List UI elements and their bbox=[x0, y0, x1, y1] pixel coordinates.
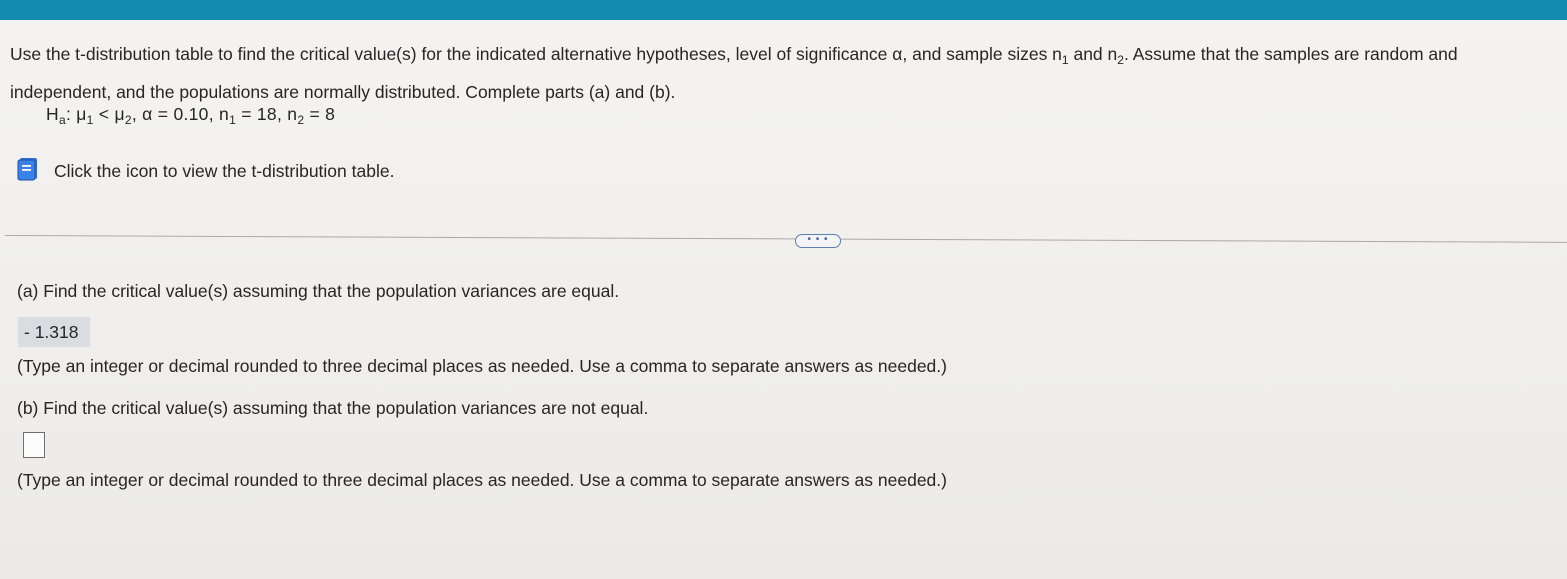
subscript-2: 2 bbox=[1117, 53, 1124, 67]
alpha-value: , α = 0.10, n bbox=[131, 104, 230, 124]
book-icon-graphic bbox=[17, 157, 39, 181]
n2-value: = 8 bbox=[304, 104, 336, 124]
subscript-1: 1 bbox=[1061, 53, 1069, 67]
hypothesis-h: H bbox=[46, 104, 59, 124]
instructions-text-2: and n bbox=[1068, 44, 1118, 64]
part-a-hint: (Type an integer or decimal rounded to three decimal places as needed. Use a comma to separate answers as needed.) bbox=[17, 356, 947, 376]
mu1-subscript: 1 bbox=[86, 113, 94, 127]
n1-subscript: 1 bbox=[229, 113, 237, 127]
t-table-link[interactable]: Click the icon to view the t-distribution table. bbox=[54, 161, 395, 181]
hypothesis-mu1: : μ bbox=[65, 104, 87, 124]
hypothesis-a-subscript: a bbox=[58, 113, 66, 127]
mu2-subscript: 2 bbox=[124, 113, 132, 127]
top-header-bar bbox=[0, 0, 1567, 20]
part-a-answer-input[interactable]: - 1.318 bbox=[18, 317, 90, 347]
book-icon[interactable] bbox=[17, 157, 39, 181]
hypothesis-lt: < μ bbox=[93, 104, 125, 124]
alternative-hypothesis bbox=[46, 104, 335, 127]
part-b-answer-input[interactable] bbox=[23, 432, 45, 458]
part-b-hint: (Type an integer or decimal rounded to three decimal places as needed. Use a comma to separate answers as needed.) bbox=[17, 470, 947, 490]
instructions-text-3: . Assume that the samples are random and independent, and the populations are normally distributed. Complete parts (a) and (b). bbox=[10, 44, 1458, 102]
part-b-question: (b) Find the critical value(s) assuming that the population variances are not equal. bbox=[17, 398, 649, 418]
n2-subscript: 2 bbox=[297, 113, 305, 127]
expand-more-button[interactable]: • • • bbox=[795, 234, 841, 248]
problem-instructions bbox=[10, 38, 1558, 108]
instructions-text-1: Use the t-distribution table to find the critical value(s) for the indicated alternative hypotheses, level of significance α, and sample sizes n bbox=[10, 44, 1062, 64]
part-a-question: (a) Find the critical value(s) assuming that the population variances are equal. bbox=[17, 281, 620, 301]
n1-value: = 18, n bbox=[236, 104, 298, 124]
